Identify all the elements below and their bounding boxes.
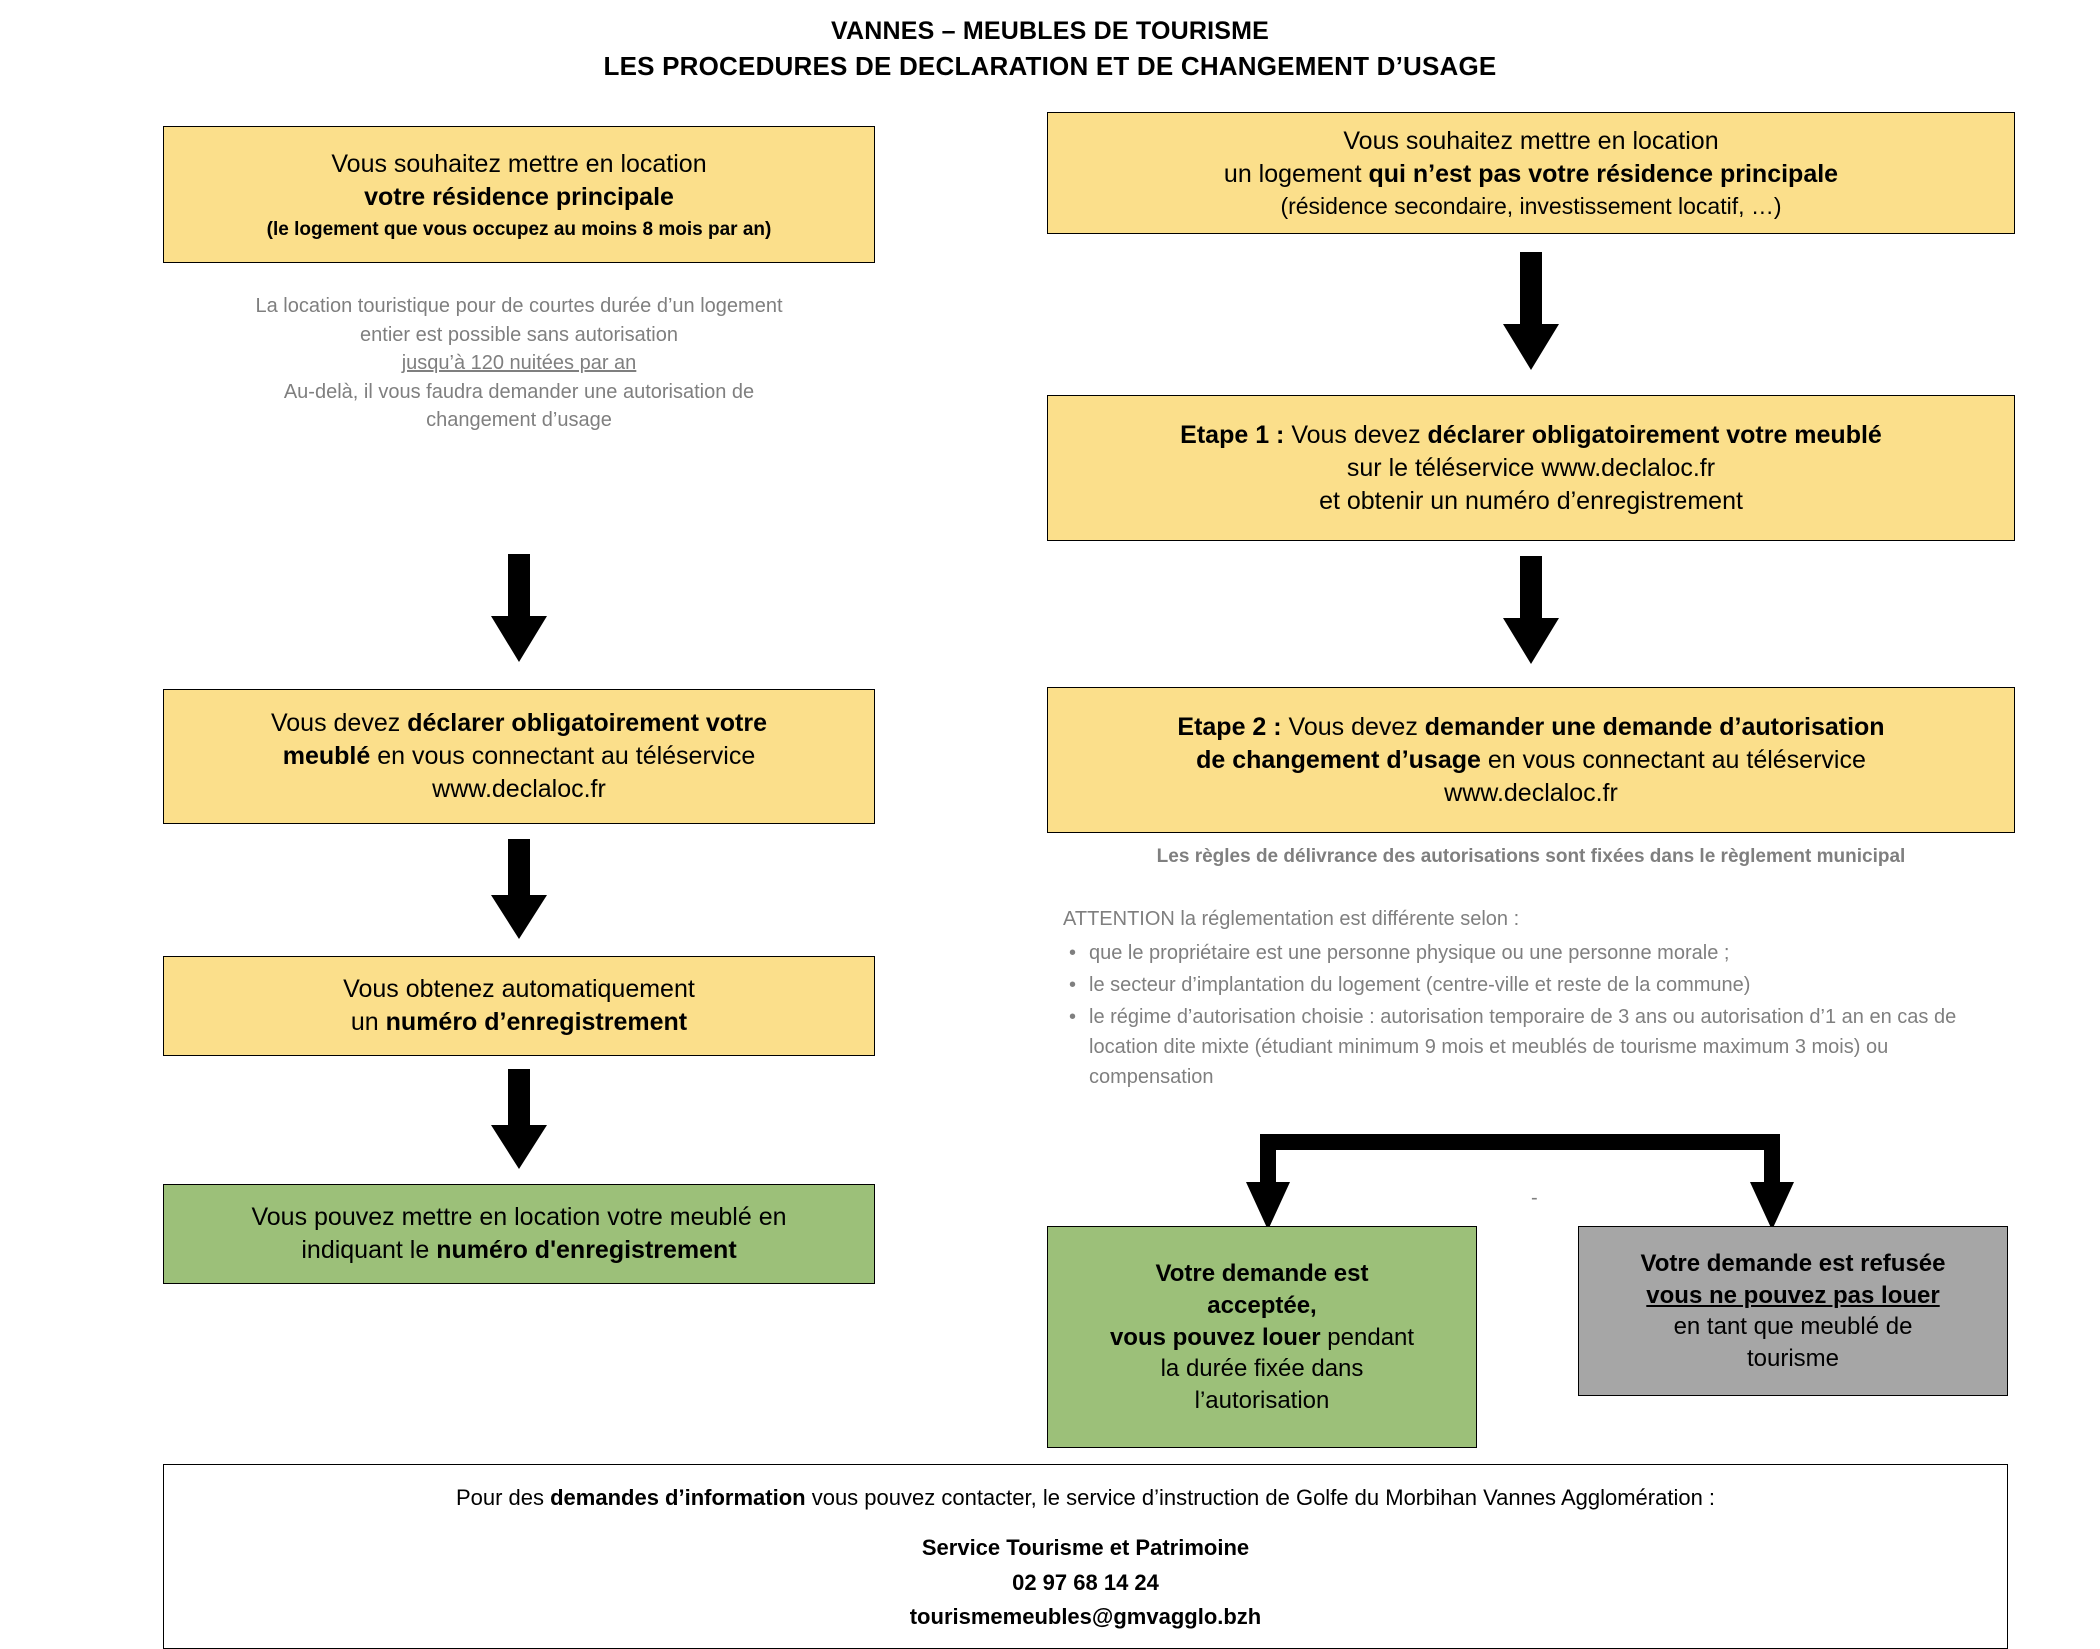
right-box1-line1: Vous souhaitez mettre en location: [1343, 127, 1719, 156]
left-box-registration-number: [163, 956, 875, 1056]
left-box1-line1: Vous souhaitez mettre en location: [331, 149, 707, 178]
title-line-1: VANNES – MEUBLES DE TOURISME: [830, 17, 1270, 45]
attention-bullet-1: • que le propriétaire est une personne physique ou une personne morale ;: [1089, 938, 1983, 968]
footer-line-1: Pour des demandes d’information vous pouvez contacter, le service d’instruction de Golfe du Morbihan Vannes Agglomération :: [455, 1485, 1716, 1511]
right-box1-line2: un logement qui n’est pas votre résidence principale: [1223, 160, 1839, 189]
refused-line1: Votre demande est refusée: [1640, 1250, 1946, 1278]
left-note-line1: La location touristique pour de courtes durée d’un logement: [255, 295, 783, 318]
right-step1-line3: et obtenir un numéro d’enregistrement: [1319, 486, 1743, 515]
left-box3-line2: un numéro d’enregistrement: [350, 1008, 688, 1037]
left-box-principal-residence: [163, 126, 875, 263]
right-box-accepted: [1047, 1226, 1477, 1448]
left-box4-line2: indiquant le numéro d'enregistrement: [301, 1236, 737, 1265]
accepted-line5: l’autorisation: [1194, 1386, 1330, 1414]
right-step2-line2: de changement d’usage en vous connectant au téléservice: [1196, 745, 1866, 774]
left-arrow-2: [485, 839, 553, 941]
right-box-step2: [1047, 687, 2015, 833]
left-box-can-rent: [163, 1184, 875, 1284]
right-box1-line3: (résidence secondaire, investissement locatif, …): [1280, 193, 1782, 220]
refused-line2: vous ne pouvez pas louer: [1646, 1281, 1940, 1309]
footer-contact-box: [163, 1464, 2008, 1649]
left-box3-line1: Vous obtenez automatiquement: [343, 975, 695, 1004]
accepted-line3: vous pouvez louer pendant: [1109, 1323, 1415, 1351]
right-rules-note: Les règles de délivrance des autorisations sont fixées dans le règlement municipal: [1156, 846, 1906, 868]
accepted-line2: acceptée,: [1207, 1291, 1317, 1319]
accepted-line4: la durée fixée dans: [1160, 1355, 1364, 1383]
right-step1-line2: sur le téléservice www.declaloc.fr: [1346, 453, 1716, 482]
page-title: [0, 14, 2100, 84]
left-note-line3: jusqu’à 120 nuitées par an: [401, 352, 637, 375]
left-box1-line3: (le logement que vous occupez au moins 8 mois par an): [266, 218, 772, 240]
attention-list: [1063, 938, 1983, 1092]
left-note-120-nights: [163, 292, 875, 434]
right-step2-line1: Etape 2 : Vous devez demander une demande d’autorisation: [1177, 712, 1885, 741]
right-split-arrow: [1240, 1134, 1800, 1236]
attention-bullet-3: • le régime d’autorisation choisie : autorisation temporaire de 3 ans ou autorisation d’1 an en cas de location dite mixte (étudiant minimum 9 mois et meublés de tourisme maximum 3 mois) ou compensation: [1089, 1002, 1983, 1092]
footer-email: tourismemeubles@gmvagglo.bzh: [909, 1603, 1262, 1629]
right-step1-line1: Etape 1 : Vous devez déclarer obligatoirement votre meublé: [1180, 420, 1882, 449]
attention-heading: ATTENTION la réglementation est différente selon :: [1063, 908, 1520, 931]
left-note-line5: changement d’usage: [426, 408, 612, 431]
left-note-line4: Au-delà, il vous faudra demander une autorisation de: [283, 380, 755, 403]
left-box2-line3: www.declaloc.fr: [432, 775, 606, 804]
left-box2-line2: meublé en vous connectant au téléservice: [282, 742, 756, 771]
attention-bullet-2: • le secteur d’implantation du logement (centre-ville et reste de la commune): [1089, 970, 1983, 1000]
right-dash-marker: -: [1531, 1187, 1538, 1210]
accepted-line1: Votre demande est: [1155, 1260, 1369, 1288]
left-box-declare: [163, 689, 875, 824]
refused-line4: tourisme: [1746, 1345, 1840, 1373]
left-note-line2: entier est possible sans autorisation: [360, 323, 678, 346]
flowchart-canvas: [0, 84, 2100, 1629]
footer-phone: 02 97 68 14 24: [1012, 1569, 1159, 1595]
title-line-2: LES PROCEDURES DE DECLARATION ET DE CHANGEMENT D’USAGE: [603, 50, 1497, 81]
footer-service-name: Service Tourisme et Patrimoine: [921, 1535, 1250, 1561]
left-box1-line2: votre résidence principale: [364, 182, 674, 211]
refused-line3: en tant que meublé de: [1673, 1313, 1913, 1341]
left-arrow-3: [485, 1069, 553, 1171]
right-attention-block: [1063, 904, 1983, 1094]
right-arrow-1: [1497, 252, 1565, 372]
right-step2-line3: www.declaloc.fr: [1444, 778, 1618, 807]
left-box4-line1: Vous pouvez mettre en location votre meublé en: [251, 1203, 787, 1232]
left-box2-line1: Vous devez déclarer obligatoirement votre: [270, 709, 768, 738]
left-arrow-1: [485, 554, 553, 664]
right-arrow-2: [1497, 556, 1565, 666]
right-box-step1: [1047, 395, 2015, 541]
right-box-secondary-residence: [1047, 112, 2015, 234]
right-box-refused: [1578, 1226, 2008, 1396]
